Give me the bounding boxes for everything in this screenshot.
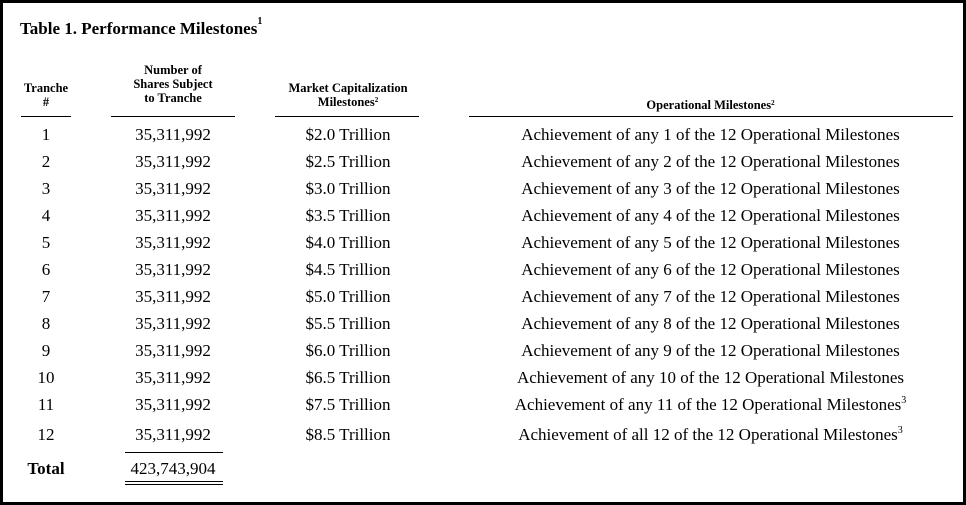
total-shares: 423,743,904: [130, 459, 216, 478]
cell-operational-text: Achievement of all 12 of the 12 Operational Milestones: [518, 425, 898, 444]
table-title-text: Table 1. Performance Milestones: [20, 19, 258, 38]
header-shares-line-2: Shares Subject: [133, 77, 213, 91]
row-footnote-marker: 3: [901, 395, 907, 406]
total-double-rule-top: [125, 481, 223, 482]
cell-operational-text: Achievement of any 2 of the 12 Operational Milestones: [521, 152, 900, 171]
cell-shares: 35,311,992: [135, 314, 211, 333]
cell-market-cap: $2.0 Trillion: [305, 125, 391, 144]
header-operational: [468, 98, 953, 112]
row-footnote-marker: 3: [897, 425, 903, 436]
cell-operational: [468, 152, 953, 172]
cell-tranche: 6: [41, 260, 51, 279]
header-rule-operational: [469, 116, 953, 117]
cell-operational: [468, 368, 953, 388]
header-tranche-line-2: #: [42, 95, 50, 109]
cell-tranche: 5: [41, 233, 51, 252]
cell-shares: 35,311,992: [135, 179, 211, 198]
cell-market-cap: $4.5 Trillion: [305, 260, 391, 279]
header-operational-text: Operational Milestones: [646, 98, 772, 112]
cell-operational: [468, 287, 953, 307]
cell-operational: [468, 314, 953, 334]
operational-footnote-marker: 2: [771, 99, 775, 107]
cell-market-cap: $6.5 Trillion: [305, 368, 391, 387]
cell-shares: 35,311,992: [135, 260, 211, 279]
header-market-cap-text: Milestones: [317, 95, 375, 109]
cell-shares: 35,311,992: [135, 125, 211, 144]
cell-tranche: 1: [41, 125, 51, 144]
cell-market-cap: $3.0 Trillion: [305, 179, 391, 198]
cell-shares: 35,311,992: [135, 395, 211, 414]
header-market-cap-line-1: Market Capitalization: [288, 81, 408, 95]
cell-market-cap: $8.5 Trillion: [305, 425, 391, 444]
cell-shares: 35,311,992: [135, 206, 211, 225]
cell-operational-text: Achievement of any 5 of the 12 Operational Milestones: [521, 233, 900, 252]
header-market-cap: [263, 81, 433, 109]
cell-market-cap: $4.0 Trillion: [305, 233, 391, 252]
cell-tranche: 12: [37, 425, 55, 444]
cell-operational-text: Achievement of any 6 of the 12 Operational Milestones: [521, 260, 900, 279]
cell-operational-text: Achievement of any 9 of the 12 Operational Milestones: [521, 341, 900, 360]
cell-market-cap: $6.0 Trillion: [305, 341, 391, 360]
cell-operational-text: Achievement of any 1 of the 12 Operational Milestones: [521, 125, 900, 144]
header-rule-market-cap: [275, 116, 419, 117]
header-market-cap-line-2: [263, 95, 433, 109]
cell-market-cap: $3.5 Trillion: [305, 206, 391, 225]
cell-tranche: 11: [37, 395, 55, 414]
header-tranche-line-1: Tranche: [23, 81, 69, 95]
cell-operational: [468, 395, 953, 415]
cell-shares: 35,311,992: [135, 341, 211, 360]
cell-tranche: 8: [41, 314, 51, 333]
header-rule-shares: [111, 116, 235, 117]
cell-tranche: 7: [41, 287, 51, 306]
header-shares-line-3: to Tranche: [144, 91, 202, 105]
header-shares: [108, 63, 238, 105]
cell-market-cap: $5.5 Trillion: [305, 314, 391, 333]
subtotal-rule: [125, 452, 223, 453]
cell-tranche: 2: [41, 152, 51, 171]
cell-tranche: 4: [41, 206, 51, 225]
cell-operational: [468, 206, 953, 226]
cell-shares: 35,311,992: [135, 287, 211, 306]
title-footnote-marker: 1: [257, 16, 263, 27]
cell-operational: [468, 125, 953, 145]
cell-operational-text: Achievement of any 7 of the 12 Operational Milestones: [521, 287, 900, 306]
header-rule-tranche: [21, 116, 71, 117]
cell-operational-text: Achievement of any 4 of the 12 Operational Milestones: [521, 206, 900, 225]
cell-shares: 35,311,992: [135, 425, 211, 444]
header-shares-line-1: Number of: [144, 63, 202, 77]
cell-operational: [468, 425, 953, 445]
cell-operational-text: Achievement of any 11 of the 12 Operational Milestones: [514, 395, 902, 414]
cell-market-cap: $7.5 Trillion: [305, 395, 391, 414]
market-cap-footnote-marker: 2: [374, 96, 379, 104]
cell-shares: 35,311,992: [135, 233, 211, 252]
cell-market-cap: $5.0 Trillion: [305, 287, 391, 306]
cell-shares: 35,311,992: [135, 152, 211, 171]
cell-operational: [468, 260, 953, 280]
cell-market-cap: $2.5 Trillion: [305, 152, 391, 171]
total-label: Total: [27, 459, 65, 478]
cell-tranche: 3: [41, 179, 51, 198]
header-tranche: [16, 81, 76, 109]
cell-operational-text: Achievement of any 8 of the 12 Operational Milestones: [521, 314, 900, 333]
cell-tranche: 9: [41, 341, 51, 360]
cell-operational: [468, 233, 953, 253]
cell-operational: [468, 341, 953, 361]
table-title: [20, 16, 263, 39]
cell-operational-text: Achievement of any 10 of the 12 Operational Milestones: [516, 368, 905, 387]
cell-tranche: 10: [37, 368, 55, 387]
total-double-rule-bottom: [125, 484, 223, 485]
cell-shares: 35,311,992: [135, 368, 211, 387]
cell-operational-text: Achievement of any 3 of the 12 Operational Milestones: [521, 179, 900, 198]
cell-operational: [468, 179, 953, 199]
